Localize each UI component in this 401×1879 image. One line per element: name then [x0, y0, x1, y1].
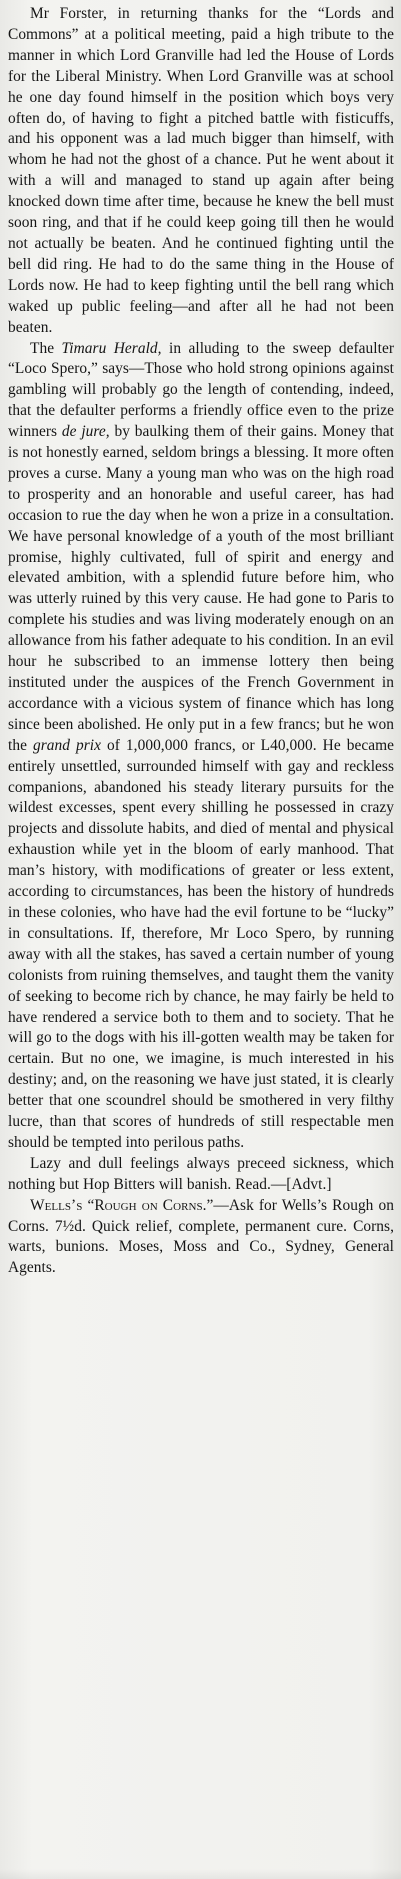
advertisement-hop-bitters: Lazy and dull feelings always preceed sickness, which nothing but Hop Bitters will banish. Read.—[Advt.] — [8, 1154, 394, 1193]
text-run: of 1,000,000 francs, or L40,000. He became entirely unsettled, surrounded himself with gay and reckless companions, abandoned his steady literary pursuits for the wildest excesses, spent every shilling he possessed in crazy projects and dissolute habits, and died of mental and physical exhaustion while yet in the bloom of early manhood. That man’s history, with modifications of greater or less extent, according to circumstances, has been the history of hundreds in these colonies, who have had the evil fortune to be “lucky” in consultations. If, therefore, Mr Loco Spero, by running away with all the stakes, has saved a certain number of young colonists from ruining themselves, and taught them the vanity of seeking to become rich by chance, he may fairly be held to have rendered a service both to them and to society. That he will go to the dogs with his ill-gotten wealth may be taken for certain. But no one, we imagine, is much interested in his destiny; and, on the reasoning we have just stated, it is clearly better that one scoundrel should be smothered in very filthy lucre, than that scores of hundreds of still respectable men should be tempted into perilous paths. — [8, 736, 394, 1151]
page-bottom-shadow — [0, 1869, 401, 1879]
text-run: by baulking them of their gains. Money that is not honestly earned, seldom brings a blessing. It more often proves a curse. Many a young man who was on the high road to prosperity and an honorable and useful career, has had occasion to rue the day when he won a prize in a consultation. We have personal knowledge of a youth of the most brilliant promise, highly cultivated, full of spirit and energy and elevated ambition, with a splendid future before him, who was utterly ruined by this very cause. He had gone to Paris to complete his studies and was living moderately enough on an allowance from his father adequate to his condition. In an evil hour he subscribed to an immense lottery then being instituted under the auspices of the French Government in accordance with a vicious system of finance which has long since been abolished. He only put in a few francs; but he won the — [8, 423, 395, 754]
newspaper-column — [8, 4, 394, 1279]
text-run: in alluding to the sweep defaulter “Loco Spero,” says—Those who hold strong opinions against gambling will probably go the length of contending, indeed, that the defaulter performs a friendly office even to the prize winners — [8, 339, 395, 441]
text-run: The — [30, 339, 62, 357]
grand-prix-phrase: grand prix — [32, 736, 101, 754]
article-paragraph-forster: Mr Forster, in returning thanks for the “Lords and Commons” at a political meeting, paid a high tribute to the manner in which Lord Granville had led the House of Lords for the Liberal Ministry. When Lord Granville was at school he one day found himself in the position which boys very often do, of having to fight a pitched battle with fisticuffs, and his opponent was a lad much bigger than himself, with whom he had not the ghost of a chance. Put he went about it with a will and managed to stand up again after being knocked down time after time, because he knew the bell must soon ring, and that if he could keep going till then he would not actually be beaten. And he continued fighting until the bell did ring. He had to do the same thing in the House of Lords now. He had to keep fighting until the bell rang which waked up public feeling—and after all he had not been beaten. — [8, 5, 394, 336]
newspaper-name: Timaru Herald, — [61, 339, 162, 357]
advertisement-rough-on-corns — [8, 1196, 394, 1280]
latin-phrase: de jure, — [61, 423, 110, 441]
advertisement-title: Wells’s “Rough on Corns.” — [30, 1196, 214, 1214]
article-paragraph-loco-spero — [8, 339, 394, 1154]
advertisement-body: —Ask for Wells’s Rough on Corns. 7½d. Quick relief, complete, permanent cure. Corns, warts, bunions. Moses, Moss and Co., Sydney, General Agents. — [8, 1196, 394, 1277]
